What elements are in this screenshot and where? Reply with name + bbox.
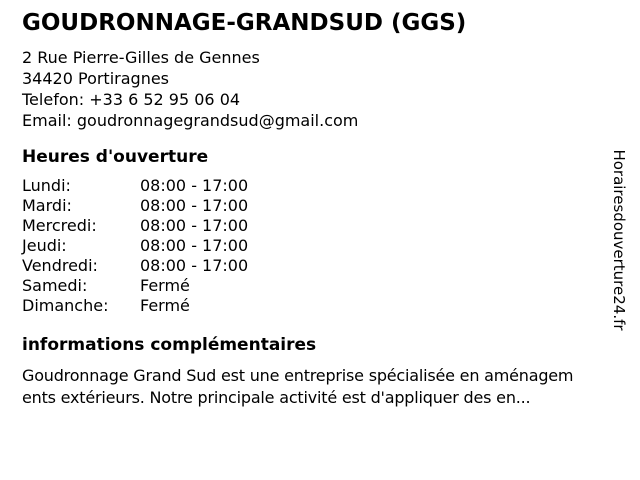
description-line-1: Goudronnage Grand Sud est une entreprise spécialisée en aménagem	[22, 366, 574, 385]
hours-row-friday	[22, 256, 622, 276]
site-watermark: Horairesdouverture24.fr	[610, 149, 628, 331]
hours-row-wednesday	[22, 216, 622, 236]
contact-block	[22, 47, 622, 131]
day-label: Mercredi:	[22, 216, 97, 235]
email-address: goudronnagegrandsud@gmail.com	[76, 111, 359, 130]
day-label: Dimanche:	[22, 296, 109, 315]
hours-row-sunday	[22, 296, 622, 316]
additional-info-heading: informations complémentaires	[22, 335, 317, 355]
day-label: Lundi:	[22, 176, 71, 195]
day-label: Samedi:	[22, 276, 88, 295]
day-hours: 08:00 - 17:00	[140, 256, 249, 275]
email-line	[22, 110, 622, 131]
address-street: 2 Rue Pierre-Gilles de Gennes	[22, 48, 260, 67]
address-city: 34420 Portiragnes	[22, 69, 170, 88]
day-hours: 08:00 - 17:00	[140, 176, 249, 195]
phone-number: +33 6 52 95 06 04	[89, 90, 241, 109]
day-hours: Fermé	[140, 276, 190, 295]
opening-hours-heading: Heures d'ouverture	[22, 147, 209, 167]
hours-row-saturday	[22, 276, 622, 296]
email-label: Email:	[22, 111, 72, 130]
hours-row-thursday	[22, 236, 622, 256]
day-label: Jeudi:	[22, 236, 67, 255]
day-hours: 08:00 - 17:00	[140, 236, 249, 255]
phone-line	[22, 89, 622, 110]
day-hours: Fermé	[140, 296, 190, 315]
description-line-2: ents extérieurs. Notre principale activité est d'appliquer des en...	[22, 388, 531, 407]
opening-hours-table	[22, 176, 622, 316]
phone-label: Telefon:	[22, 90, 85, 109]
business-name-title: GOUDRONNAGE-GRANDSUD (GGS)	[22, 10, 467, 36]
day-label: Mardi:	[22, 196, 72, 215]
hours-row-monday	[22, 176, 622, 196]
hours-row-tuesday	[22, 196, 622, 216]
day-hours: 08:00 - 17:00	[140, 216, 249, 235]
day-hours: 08:00 - 17:00	[140, 196, 249, 215]
business-description	[22, 365, 622, 409]
day-label: Vendredi:	[22, 256, 98, 275]
